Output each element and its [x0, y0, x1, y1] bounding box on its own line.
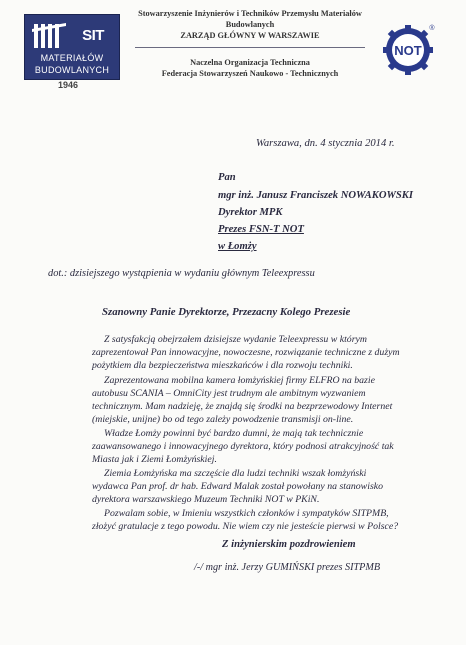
- body-line-10: Miasta jak i Ziemi Łomżyńskiej.: [92, 454, 217, 465]
- body-line-7: (miejskie, unijne) bo od tego zależy powodzenie transmisji on-line.: [92, 414, 354, 425]
- logo-sit-text: SIT: [82, 27, 104, 44]
- place-date: Warszawa, dn. 4 stycznia 2014 r.: [256, 138, 395, 149]
- body-line-14: Pozwalam sobie, w Imieniu wszystkich członków i sympatyków SITPMB,: [104, 508, 389, 519]
- not-gear-logo: [380, 20, 436, 76]
- recipient-title1: Dyrektor MPK: [218, 207, 283, 218]
- federation-line2: Federacja Stowarzyszeń Naukowo - Technicznych: [161, 69, 339, 78]
- body-line-15: złożyć gratulacje z tego powodu. Nie wiem czy nie jesteście pierwsi w Polsce?: [92, 521, 399, 532]
- logo-sub-line1: MATERIAŁÓW: [40, 53, 104, 63]
- body-line-9: zaawansowanego i innowacyjnego dyrektora, który podnosi atrakcyjność tak: [92, 441, 394, 452]
- body-line-11: Ziemia Łomżyńska ma szczęście dla ludzi techniki wszak łomżyński: [104, 468, 367, 479]
- building-emblem-icon: [30, 21, 70, 51]
- subject-line: dot.: dzisiejszego wystąpienia w wydaniu głównym Teleexpressu: [48, 268, 315, 279]
- closing: Z inżynierskim pozdrowieniem: [222, 539, 356, 550]
- recipient-city: w Łomży: [218, 241, 257, 252]
- signature: /-/ mgr inż. Jerzy GUMIŃSKI prezes SITPMB: [194, 562, 381, 573]
- federation-line1: Naczelna Organizacja Techniczna: [190, 58, 310, 67]
- registered-mark: ®: [429, 25, 435, 32]
- body-line-1: Z satysfakcją obejrzałem dzisiejsze wydanie Teleexpressu w którym: [104, 334, 367, 345]
- body-line-2: zaprezentował Pan innowacyjne, nowoczesne, rozwiązanie techniczne z dużym: [92, 347, 400, 358]
- sitpmb-logo: [24, 14, 120, 80]
- board-name: ZARZĄD GŁÓWNY W WARSZAWIE: [180, 31, 320, 40]
- founded-year: 1946: [58, 80, 79, 90]
- greeting: Szanowny Panie Dyrektorze, Przezacny Kolego Prezesie: [102, 306, 351, 318]
- body-line-5: autobusu SCANIA – OmniCity jest trudnym ale ambitnym wyzwaniem: [92, 388, 366, 399]
- org-name-line1: Stowarzyszenie Inżynierów i Techników Przemysłu Materiałów: [138, 9, 362, 18]
- header-divider: [135, 47, 365, 48]
- recipient-salutation: Pan: [218, 172, 236, 183]
- recipient-name: mgr inż. Janusz Franciszek NOWAKOWSKI: [218, 190, 413, 201]
- body-line-12: wydawca Pan prof. dr hab. Edward Malak został powołany na stanowisko: [92, 481, 384, 492]
- recipient-title2: Prezes FSN-T NOT: [218, 224, 304, 235]
- not-logo-text: NOT: [394, 43, 422, 58]
- logo-sub-line2: BUDOWLANYCH: [34, 65, 110, 75]
- body-line-13: dyrektora warszawskiego Muzeum Techniki NOT w PKiN.: [92, 494, 320, 505]
- body-line-8: Władze Łomży powinni być bardzo dumni, że mają tak technicznie: [104, 428, 364, 439]
- body-line-4: Zaprezentowana mobilna kamera łomżyńskiej firmy ELFRO na bazie: [104, 375, 375, 386]
- org-name-line2: Budowlanych: [225, 20, 275, 29]
- body-line-3: pożytkiem dla bezpieczeństwa mieszkańców i dla rozwoju techniki.: [92, 360, 353, 371]
- body-line-6: technicznym. Mam nadzieję, że znajdą się środki na bezprzewodowy Internet: [92, 401, 393, 412]
